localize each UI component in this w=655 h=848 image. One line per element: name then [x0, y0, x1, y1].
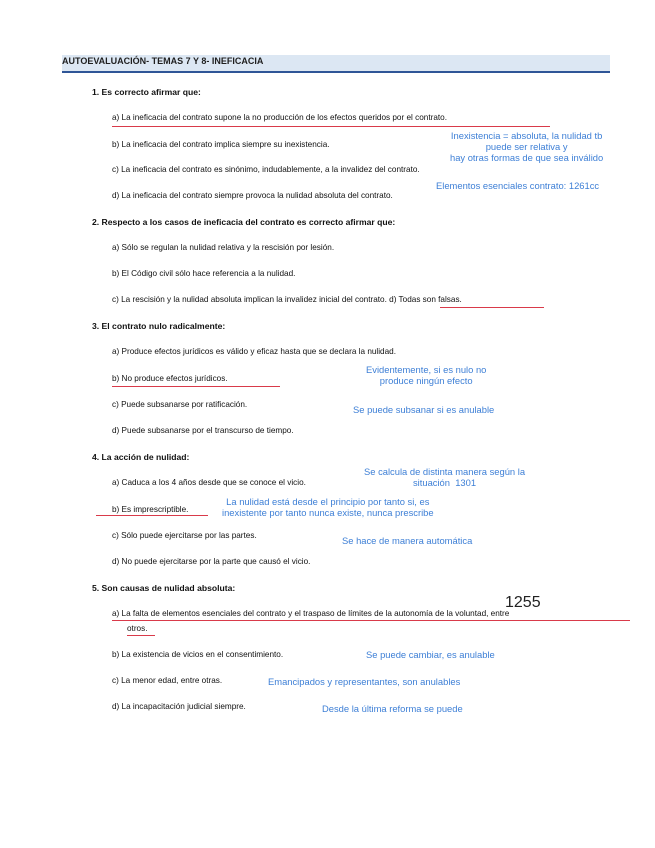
q1-option-c: c) La ineficacia del contrato es sinónimo, indudablemente, a la invalidez del contrato.	[112, 165, 420, 174]
q2-option-b: b) El Código civil sólo hace referencia a la nulidad.	[112, 269, 296, 278]
handwritten-note: Se puede cambiar, es anulable	[366, 649, 495, 660]
q3-option-b: b) No produce efectos jurídicos.	[112, 374, 228, 383]
question-4: 4. La acción de nulidad:	[92, 452, 190, 462]
q4-option-d: d) No puede ejercitarse por la parte que causó el vicio.	[112, 557, 311, 566]
handwritten-note: Se puede subsanar si es anulable	[353, 404, 495, 415]
q5-option-a-continued: otros.	[127, 624, 148, 633]
q5-option-d: d) La incapacitación judicial siempre.	[112, 702, 246, 711]
question-5: 5. Son causas de nulidad absoluta:	[92, 583, 236, 593]
handwritten-underline	[127, 635, 155, 636]
q2-option-a: a) Sólo se regulan la nulidad relativa y la rescisión por lesión.	[112, 243, 335, 252]
q5-option-a: a) La falta de elementos esenciales del contrato y el traspaso de límites de la autonomía de la voluntad, entre	[112, 609, 510, 618]
q4-option-b: b) Es imprescriptible.	[112, 505, 189, 514]
q4-option-a: a) Caduca a los 4 años desde que se conoce el vicio.	[112, 478, 306, 487]
handwritten-underline	[112, 386, 280, 387]
section-title: AUTOEVALUACIÓN- TEMAS 7 Y 8- INEFICACIA	[62, 56, 264, 66]
q5-option-b: b) La existencia de vicios en el consentimiento.	[112, 650, 284, 659]
q1-option-b: b) La ineficacia del contrato implica siempre su inexistencia.	[112, 140, 330, 149]
section-header	[62, 55, 610, 73]
handwritten-note: Elementos esenciales contrato: 1261cc	[436, 180, 600, 191]
handwritten-underline	[440, 307, 544, 308]
handwritten-number: 1255	[505, 594, 541, 611]
handwritten-underline	[112, 620, 630, 621]
handwritten-note: Se hace de manera automática	[342, 535, 473, 546]
handwritten-note: Inexistencia = absoluta, la nulidad tb puede ser relativa y hay otras formas de que sea inválido	[450, 130, 604, 163]
q3-option-d: d) Puede subsanarse por el transcurso de tiempo.	[112, 426, 294, 435]
q5-option-c: c) La menor edad, entre otras.	[112, 676, 223, 685]
q4-option-c: c) Sólo puede ejercitarse por las partes.	[112, 531, 257, 540]
handwritten-note: Emancipados y representantes, son anulables	[268, 676, 461, 687]
q1-option-a: a) La ineficacia del contrato supone la no producción de los efectos queridos por el contrato.	[112, 113, 447, 122]
handwritten-note: Evidentemente, si es nulo no produce ningún efecto	[366, 364, 487, 386]
question-3: 3. El contrato nulo radicalmente:	[92, 321, 226, 331]
handwritten-note: Se calcula de distinta manera según la situación 1301	[364, 466, 526, 488]
q3-option-c: c) Puede subsanarse por ratificación.	[112, 400, 248, 409]
handwritten-note: La nulidad está desde el principio por tanto si, es inexistente por tanto nunca existe, nunca prescribe	[222, 496, 434, 518]
handwritten-underline	[96, 515, 208, 516]
handwritten-underline	[112, 126, 550, 127]
question-1: 1. Es correcto afirmar que:	[92, 87, 201, 97]
handwritten-note: Desde la última reforma se puede	[322, 703, 463, 714]
q1-option-d: d) La ineficacia del contrato siempre provoca la nulidad absoluta del contrato.	[112, 191, 393, 200]
q2-option-c: c) La rescisión y la nulidad absoluta implican la invalidez inicial del contrato. d) Todas son falsas.	[112, 295, 462, 304]
q3-option-a: a) Produce efectos jurídicos es válido y eficaz hasta que se declara la nulidad.	[112, 347, 396, 356]
question-2: 2. Respecto a los casos de ineficacia del contrato es correcto afirmar que:	[92, 217, 396, 227]
